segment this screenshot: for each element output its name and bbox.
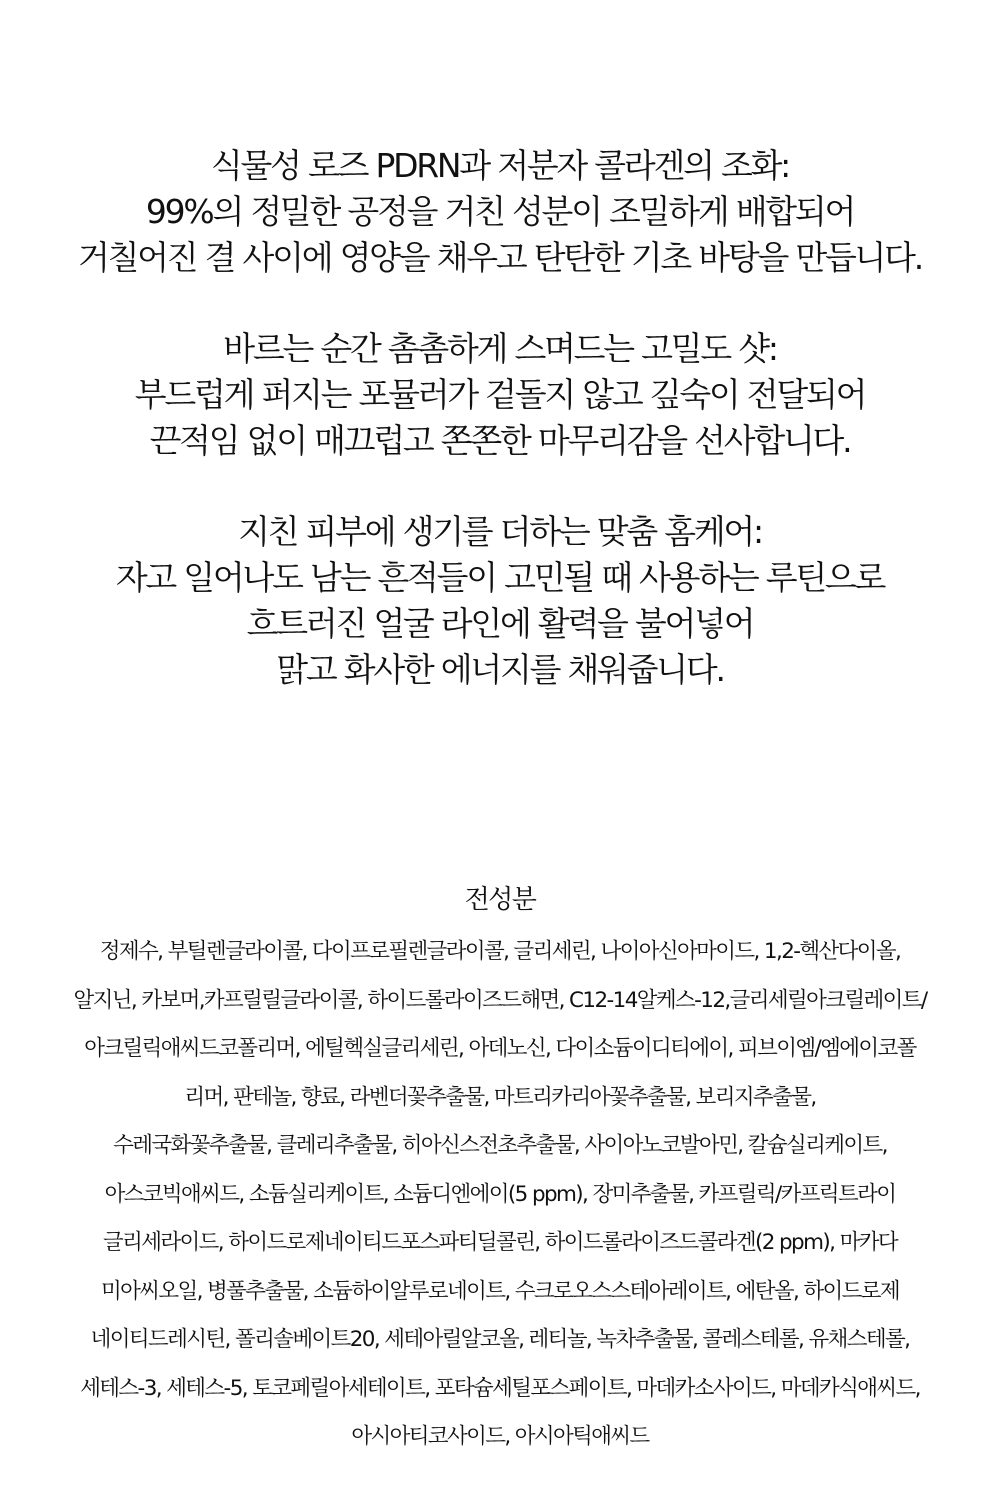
description-line: 부드럽게 퍼지는 포뮬러가 겉돌지 않고 깊숙이 전달되어 xyxy=(134,375,866,414)
ingredients-line: 글리세라이드, 하이드로제네이티드포스파티딜콜린, 하이드롤라이즈드콜라겐(2 ppm), 마카다 xyxy=(103,1230,897,1255)
product-description xyxy=(20,143,980,738)
description-line: 끈적임 없이 매끄럽고 쫀쫀한 마무리감을 선사합니다. xyxy=(149,421,851,460)
ingredients-line: 세테스-3, 세테스-5, 토코페릴아세테이트, 포타슘세틸포스페이트, 마데카소사이드, 마데카식애씨드, xyxy=(80,1375,920,1401)
description-line: 거칠어진 결 사이에 영양을 채우고 탄탄한 기초 바탕을 만듭니다. xyxy=(77,238,923,277)
ingredients-section xyxy=(20,880,980,1462)
description-paragraph-2 xyxy=(20,326,980,464)
description-line: 자고 일어나도 남는 흔적들이 고민될 때 사용하는 루틴으로 xyxy=(115,558,885,597)
description-heading: 바르는 순간 촘촘하게 스며드는 고밀도 샷: xyxy=(223,329,777,368)
description-heading: 지친 피부에 생기를 더하는 맞춤 홈케어: xyxy=(238,512,762,551)
ingredients-line: 아스코빅애씨드, 소듐실리케이트, 소듐디엔에이(5 ppm), 장미추출물, 카프릴릭/카프릭트라이 xyxy=(104,1181,896,1207)
ingredients-line: 정제수, 부틸렌글라이콜, 다이프로필렌글라이콜, 글리세린, 나이아신아마이드, 1,2-헥산다이올, xyxy=(99,939,901,964)
description-paragraph-3 xyxy=(20,509,980,693)
description-heading: 식물성 로즈 PDRN과 저분자 콜라겐의 조화: xyxy=(210,146,790,185)
description-line: 99%의 정밀한 공정을 거친 성분이 조밀하게 배합되어 xyxy=(145,192,855,231)
description-line: 맑고 화사한 에너지를 채워줍니다. xyxy=(276,650,724,689)
ingredients-title: 전성분 xyxy=(464,885,536,915)
description-line: 흐트러진 얼굴 라인에 활력을 불어넣어 xyxy=(246,604,754,643)
ingredients-line: 네이티드레시틴, 폴리솔베이트20, 세테아릴알코올, 레티놀, 녹차추출물, 콜레스테롤, 유채스테롤, xyxy=(90,1327,910,1352)
ingredients-list xyxy=(20,928,980,1462)
description-paragraph-1 xyxy=(20,143,980,281)
ingredients-line: 아시아티코사이드, 아시아틱애씨드 xyxy=(351,1424,649,1449)
ingredients-line: 미아씨오일, 병풀추출물, 소듐하이알루로네이트, 수크로오스스테아레이트, 에탄올, 하이드로제 xyxy=(100,1278,900,1304)
ingredients-line: 리머, 판테놀, 향료, 라벤더꽃추출물, 마트리카리아꽃추출물, 보리지추출물, xyxy=(184,1084,816,1110)
ingredients-line: 알지닌, 카보머,카프릴릴글라이콜, 하이드롤라이즈드해면, C12-14알케스-12,글리세릴아크릴레이트/ xyxy=(73,987,927,1013)
ingredients-line: 수레국화꽃추출물, 클레리추출물, 히아신스전초추출물, 사이아노코발아민, 칼슘실리케이트, xyxy=(113,1133,887,1158)
ingredients-line: 아크릴릭애씨드코폴리머, 에틸헥실글리세린, 아데노신, 다이소듐이디티에이, 피브이엠/엠에이코폴 xyxy=(84,1036,916,1061)
